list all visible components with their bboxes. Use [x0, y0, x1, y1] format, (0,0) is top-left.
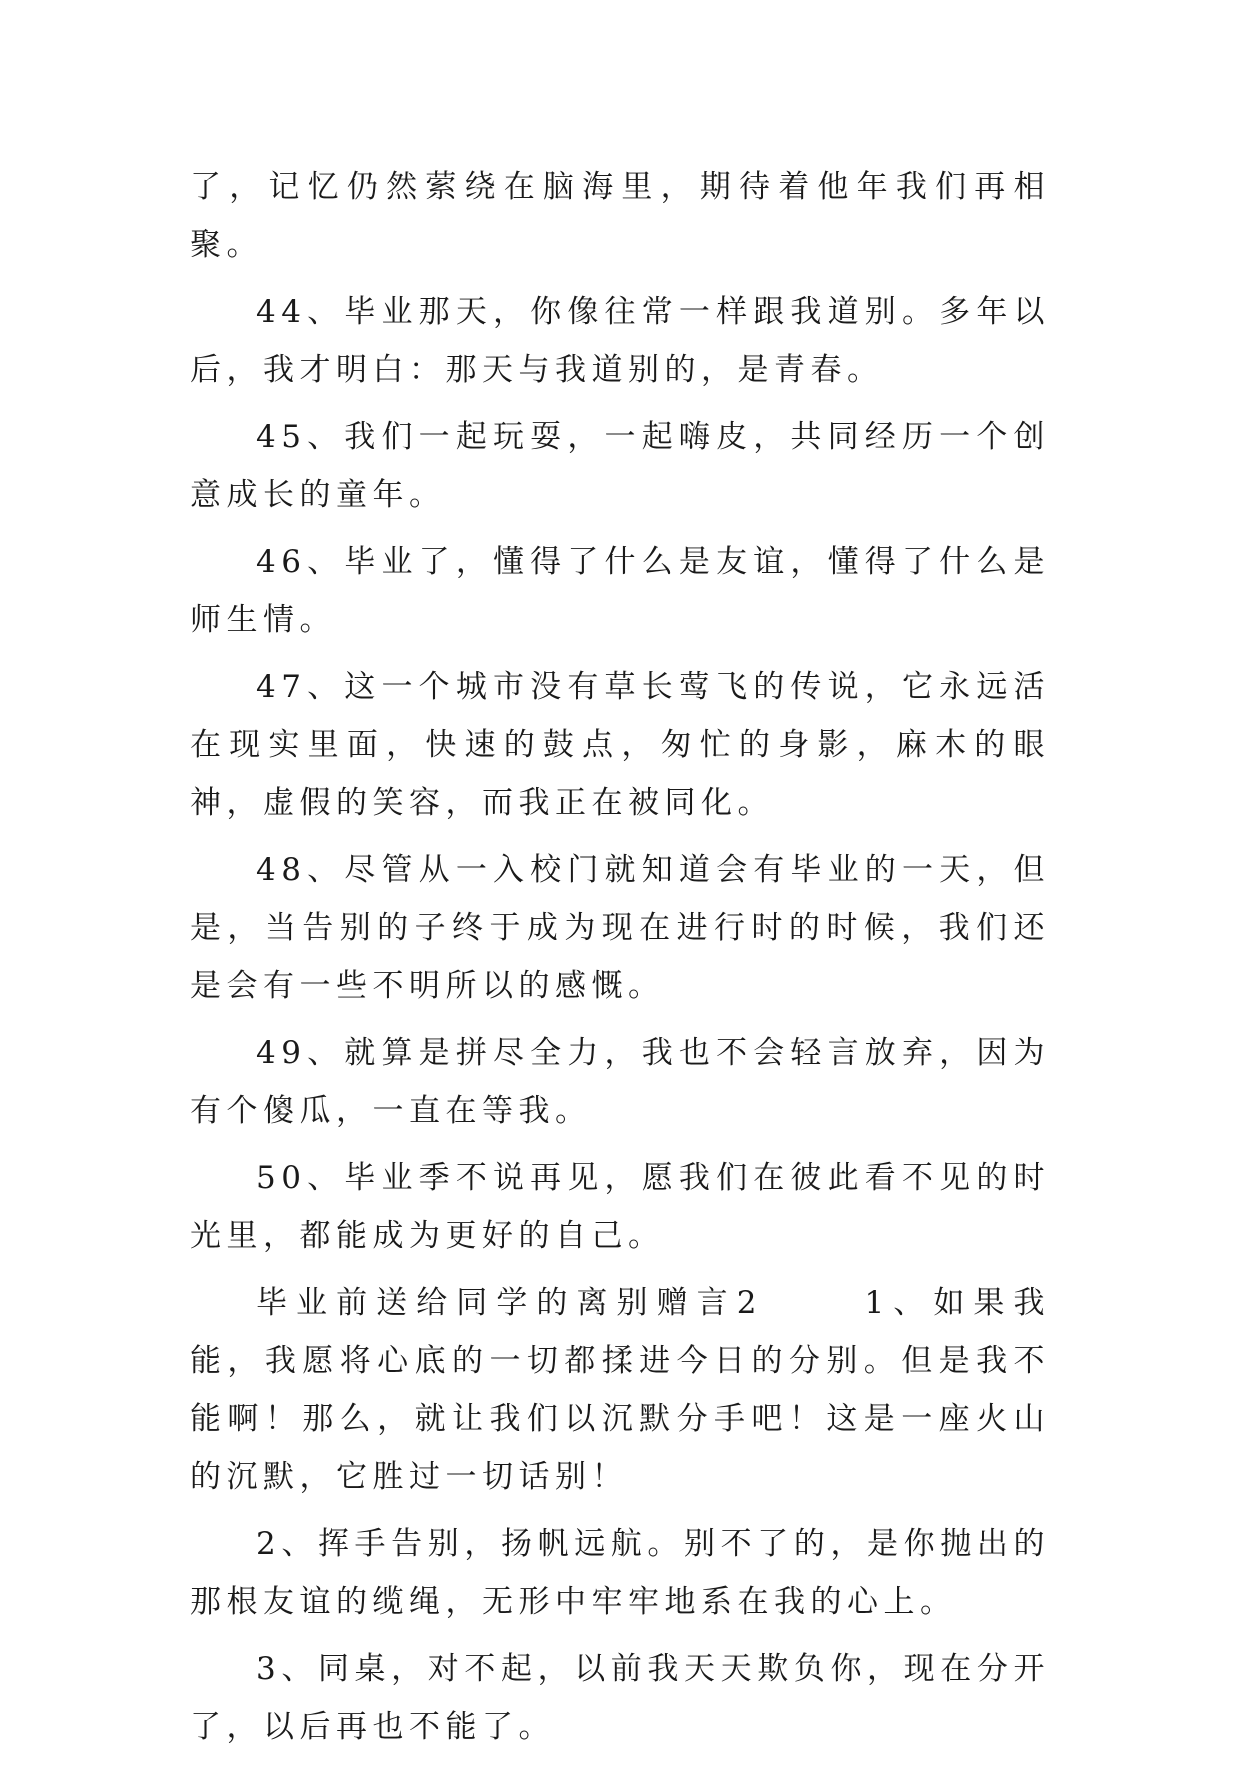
paragraph-item-45: 45、我们一起玩耍，一起嗨皮，共同经历一个创意成长的童年。 — [190, 419, 1050, 513]
paragraph-item-2: 2、挥手告别，扬帆远航。别不了的，是你抛出的那根友谊的缆绳，无形中牢牢地系在我的心上。 — [190, 1526, 1050, 1620]
paragraph-item-50: 50、毕业季不说再见，愿我们在彼此看不见的时光里，都能成为更好的自己。 — [190, 1160, 1050, 1254]
paragraph-item-48: 48、尽管从一入校门就知道会有毕业的一天，但是，当告别的子终于成为现在进行时的时候，我们还是会有一些不明所以的感慨。 — [190, 852, 1050, 1004]
paragraph-item-47: 47、这一个城市没有草长莺飞的传说，它永远活在现实里面，快速的鼓点，匆忙的身影，麻木的眼神，虚假的笑容，而我正在被同化。 — [190, 669, 1050, 821]
paragraph-item-3: 3、同桌，对不起，以前我天天欺负你，现在分开了，以后再也不能了。 — [190, 1651, 1050, 1745]
paragraph-item-49: 49、就算是拼尽全力，我也不会轻言放弃，因为有个傻瓜，一直在等我。 — [190, 1035, 1050, 1129]
document-body — [190, 158, 1050, 1765]
paragraph-continuation: 了，记忆仍然萦绕在脑海里，期待着他年我们再相聚。 — [190, 169, 1050, 263]
paragraph-item-44: 44、毕业那天，你像往常一样跟我道别。多年以后，我才明白：那天与我道别的，是青春。 — [190, 294, 1050, 388]
section-heading-paragraph: 毕业前送给同学的离别赠言2 1、如果我能，我愿将心底的一切都揉进今日的分别。但是我不能啊！那么，就让我们以沉默分手吧！这是一座火山的沉默，它胜过一切话别！ — [190, 1285, 1050, 1495]
paragraph-item-46: 46、毕业了，懂得了什么是友谊，懂得了什么是师生情。 — [190, 544, 1050, 638]
